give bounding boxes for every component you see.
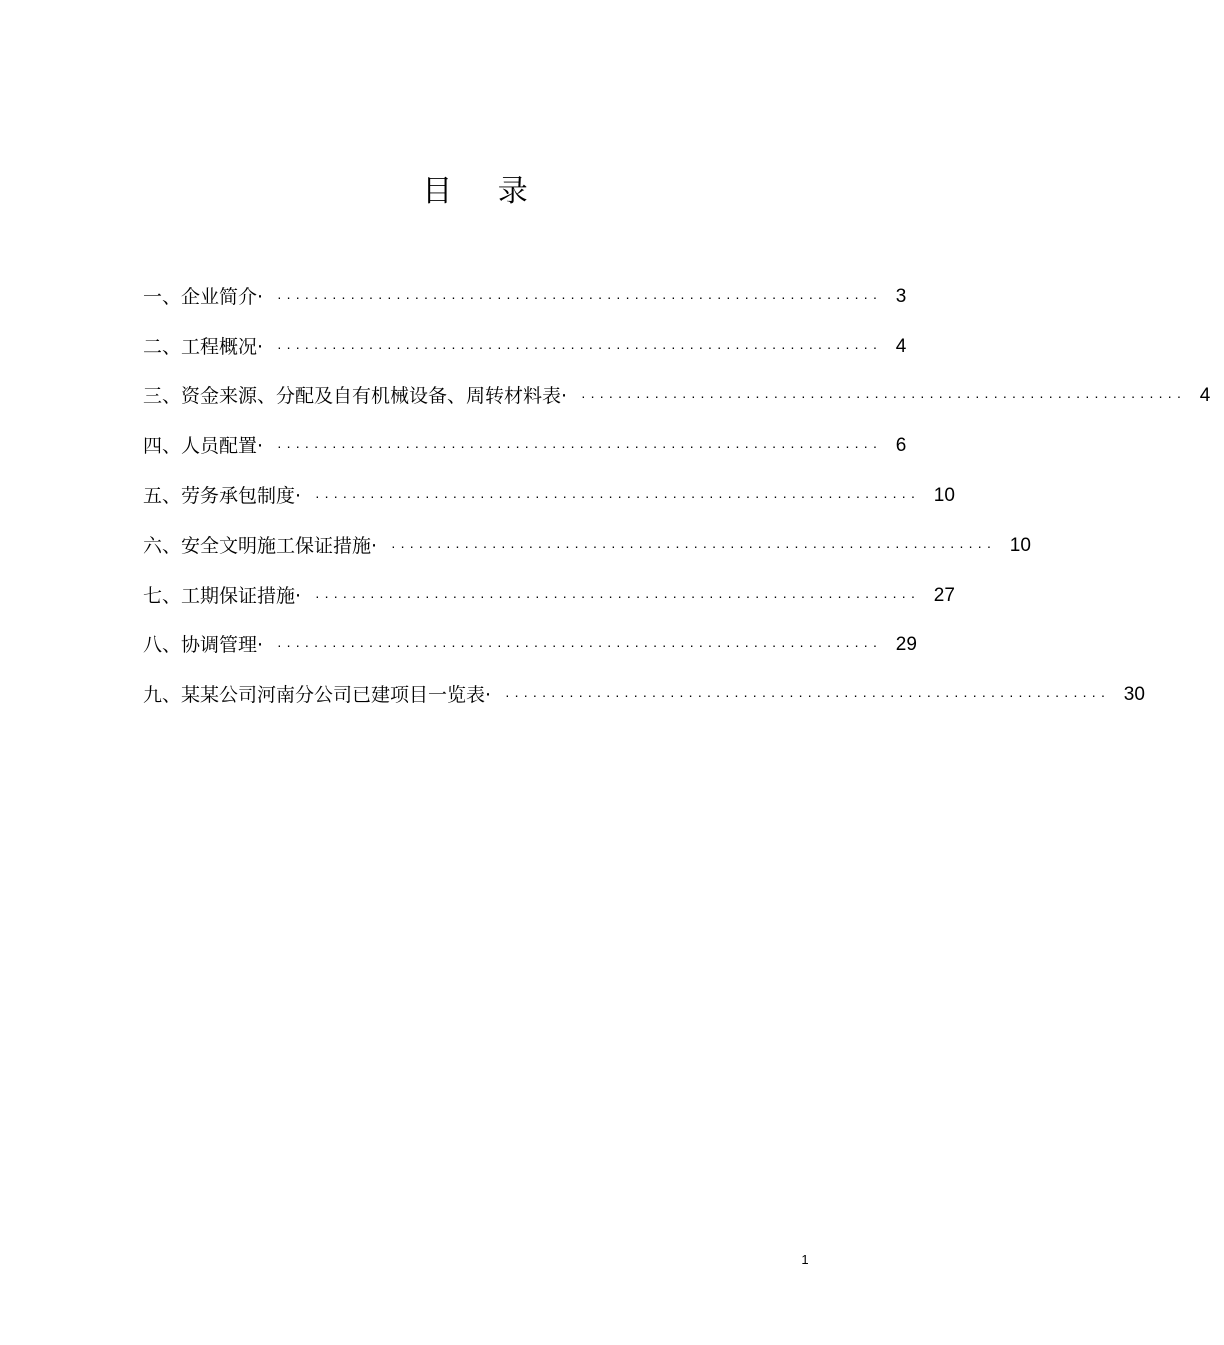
toc-entry (143, 372, 1211, 422)
page-number: 1 (801, 1252, 809, 1267)
toc-entry (143, 571, 955, 621)
toc-entry-page: 3 (895, 285, 907, 307)
toc-entry (143, 421, 907, 471)
toc-entry-page: 10 (1009, 534, 1031, 556)
toc-leader-dots: ·································································· (391, 537, 996, 554)
toc-entry-label: 一、企业简介· (143, 285, 264, 308)
table-of-contents (143, 272, 1211, 720)
toc-entry-label: 五、劳务承包制度· (143, 485, 302, 508)
toc-entry-page: 10 (933, 485, 955, 507)
toc-leader-dots: ·································································· (277, 288, 882, 305)
toc-entry-page: 27 (933, 584, 955, 606)
toc-entry-page: 4 (895, 335, 907, 357)
toc-leader-dots: ·································································· (277, 637, 882, 654)
toc-leader-dots: ·································································· (277, 438, 882, 455)
toc-entry-label: 七、工期保证措施· (143, 584, 302, 607)
toc-entry (143, 521, 1031, 571)
toc-entry-label: 二、工程概况· (143, 335, 264, 358)
toc-entry-page: 29 (895, 634, 917, 656)
toc-entry (143, 621, 917, 671)
toc-entry-page: 6 (895, 435, 907, 457)
toc-entry-label: 三、资金来源、分配及自有机械设备、周转材料表· (143, 385, 568, 408)
toc-title: 目 录 (422, 174, 546, 209)
toc-leader-dots: ·································································· (315, 488, 920, 505)
toc-entry-label: 八、协调管理· (143, 634, 264, 657)
toc-leader-dots: ·································································· (505, 687, 1110, 704)
toc-entry (143, 272, 907, 322)
toc-entry-label: 六、安全文明施工保证措施· (143, 534, 378, 557)
toc-entry (143, 670, 1145, 720)
toc-entry-label: 四、人员配置· (143, 435, 264, 458)
toc-leader-dots: ·································································· (277, 338, 882, 355)
toc-entry (143, 322, 907, 372)
toc-leader-dots: ·································································· (315, 587, 920, 604)
toc-entry-page: 30 (1123, 684, 1145, 706)
toc-entry-page: 4 (1199, 385, 1211, 407)
toc-entry (143, 471, 955, 521)
toc-leader-dots: ·································································· (581, 388, 1186, 405)
toc-entry-label: 九、某某公司河南分公司已建项目一览表· (143, 684, 492, 707)
